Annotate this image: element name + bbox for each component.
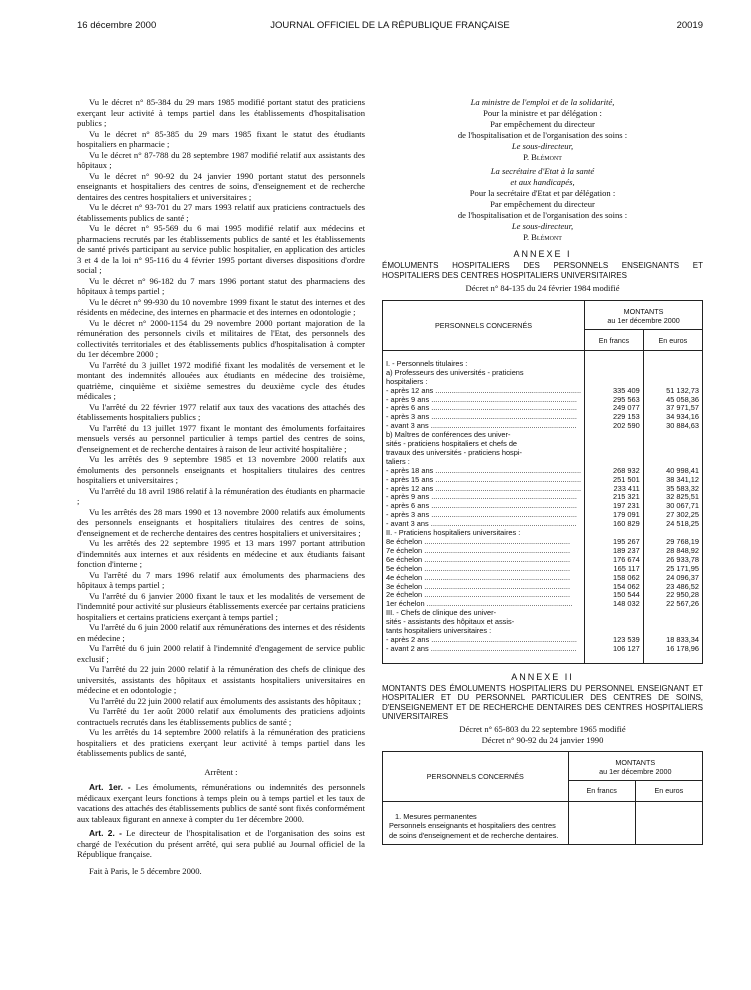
table-row xyxy=(383,422,703,431)
visa-paragraph: Vu l'arrêté du 18 avril 1986 relatif à la rémunération des étudiants en pharmacie ; xyxy=(77,485,365,506)
amount-euros: 22 950,28 xyxy=(643,591,702,600)
table-row xyxy=(383,369,703,378)
table-row xyxy=(383,583,703,592)
amount-francs: 335 409 xyxy=(585,387,644,396)
amount-euros: 38 341,12 xyxy=(643,476,702,485)
row-label: - avant 3 ans ..... xyxy=(386,422,581,431)
row-label: 7e échelon ..... xyxy=(386,547,581,556)
amount-euros: 35 583,32 xyxy=(643,485,702,494)
article-2 xyxy=(77,828,365,860)
table-row xyxy=(383,351,703,360)
amount-euros: 22 567,26 xyxy=(643,600,702,609)
row-label: 8e échelon ..... xyxy=(386,538,581,547)
table-spacer-row xyxy=(383,654,703,663)
annex-1-table-body xyxy=(383,351,703,664)
table-row xyxy=(383,565,703,574)
visa-paragraph: Vu les arrêtés du 14 septembre 2000 relatifs à la rémunération des praticiens hospitaliers et des praticiens exerçant leur activité à temps partiel dans les établissements publics de santé, xyxy=(77,727,365,758)
row-label: 2e échelon ..... xyxy=(386,591,581,600)
table-row xyxy=(383,360,703,369)
minister-title: La ministre de l'emploi et de la solidarité, xyxy=(470,97,615,107)
amount-euros xyxy=(643,440,702,449)
row-label: - après 2 ans ..... xyxy=(386,636,581,645)
row-label-cell xyxy=(383,565,585,574)
amount-euros: 28 848,92 xyxy=(643,547,702,556)
table-row xyxy=(383,396,703,405)
table-row xyxy=(383,467,703,476)
amount-euros: 24 518,25 xyxy=(643,520,702,529)
table-row xyxy=(383,485,703,494)
annex-2-title: MONTANTS DES ÉMOLUMENTS HOSPITALIERS DU PERSONNEL ENSEIGNANT ET HOSPITALIER ET DU PERSONNEL PARTICULIER DES CENTRES DE SOINS, D'ENSEIGNEMENT ET DE RECHERCHE DENTAIRES DES CENTRES HOSPITALIERS UNIVERSITAIRES xyxy=(382,683,703,722)
visa-paragraph: Vu l'arrêté du 6 juin 2000 relatif aux rémunérations des internes et des résidents en médecine ; xyxy=(77,622,365,643)
amount-euros xyxy=(643,618,702,627)
amount-francs xyxy=(585,440,644,449)
amount-euros: 32 825,51 xyxy=(643,493,702,502)
row-label-cell xyxy=(383,476,585,485)
amount-euros: 29 768,19 xyxy=(643,538,702,547)
secretary-title-2: et aux handicapés, xyxy=(510,177,575,187)
annex-2-row-text: Personnels enseignants et hospitaliers des centres de soins d'enseignement et de recherche dentaires. xyxy=(389,821,559,840)
row-label: - après 12 ans ..... xyxy=(386,387,581,396)
table-row xyxy=(383,458,703,467)
table-row xyxy=(383,574,703,583)
row-label-cell xyxy=(383,609,585,618)
row-label-cell xyxy=(383,485,585,494)
row-label-cell xyxy=(383,618,585,627)
visa-paragraph: Vu l'arrêté du 7 mars 1996 relatif aux émoluments des pharmaciens des hôpitaux à temps partiel ; xyxy=(77,569,365,590)
annex-1-decree: Décret n° 84-135 du 24 février 1984 modifié xyxy=(465,283,620,293)
annex-2-table xyxy=(382,751,703,846)
row-label: - après 6 ans ..... xyxy=(386,502,581,511)
row-label-cell xyxy=(383,431,585,440)
amount-euros: 30 884,63 xyxy=(643,422,702,431)
visa-paragraph: Vu les arrêtés des 22 septembre 1995 et 13 mars 1997 portant attribution d'indemnités aux internes et aux résidents en médecine et aux étudiants faisant fonction d'interne ; xyxy=(77,538,365,569)
row-label: - après 3 ans ..... xyxy=(386,511,581,520)
amount-euros: 25 171,95 xyxy=(643,565,702,574)
row-label: tants hospitaliers universitaires : xyxy=(386,627,492,636)
row-label-cell xyxy=(383,502,585,511)
row-label-cell xyxy=(383,520,585,529)
amount-euros xyxy=(643,449,702,458)
visa-paragraph: Vu le décret n° 93-701 du 27 mars 1993 relatif aux praticiens contractuels des établissements publics de santé ; xyxy=(77,202,365,223)
amount-francs xyxy=(585,618,644,627)
amount-francs: 197 231 xyxy=(585,502,644,511)
row-label: sités - assistants des hôpitaux et assis- xyxy=(386,618,515,627)
row-label: - avant 3 ans ..... xyxy=(386,520,581,529)
amount-francs: 148 032 xyxy=(585,600,644,609)
impediment-line: Par empêchement du directeur xyxy=(490,119,595,129)
amount-francs: 229 153 xyxy=(585,413,644,422)
amount-francs xyxy=(585,369,644,378)
amount-francs: 106 127 xyxy=(585,645,644,654)
annex-2-heading: ANNEXE II xyxy=(511,671,574,682)
signatory-name-2: P. Blémont xyxy=(523,232,562,242)
director-line-2: de l'hospitalisation et de l'organisation des soins : xyxy=(457,210,628,220)
table-row xyxy=(383,556,703,565)
amount-francs xyxy=(585,360,644,369)
montants-date: au 1er décembre 2000 xyxy=(607,316,680,325)
row-label: a) Professeurs des universités - praticiens xyxy=(386,368,524,377)
row-label-cell xyxy=(383,538,585,547)
delegation-line-2: Pour la secrétaire d'Etat et par délégation : xyxy=(469,188,616,198)
amount-francs: 123 539 xyxy=(585,636,644,645)
table-row xyxy=(383,801,703,845)
montants-label: MONTANTS xyxy=(623,307,664,316)
signature-block xyxy=(382,97,703,243)
amount-euros: 37 971,57 xyxy=(643,404,702,413)
table-row xyxy=(383,609,703,618)
delegation-line: Pour la ministre et par délégation : xyxy=(483,108,602,118)
table-row xyxy=(383,413,703,422)
table-row xyxy=(383,600,703,609)
table-row xyxy=(383,520,703,529)
amount-francs: 165 117 xyxy=(585,565,644,574)
amount-francs: 158 062 xyxy=(585,574,644,583)
amount-euros xyxy=(643,609,702,618)
table-row xyxy=(383,618,703,627)
column-header-euros: En euros xyxy=(643,330,702,351)
amount-euros: 40 998,41 xyxy=(643,467,702,476)
visa-paragraph: Vu l'arrêté du 3 juillet 1972 modifié fixant les modalités de versement et le montant des indemnités allouées aux étudiants en médecine des troisième, quatrième, cinquième et sixième semestres du deuxième cycle des études médicales ; xyxy=(77,359,365,401)
amount-euros: 24 096,37 xyxy=(643,574,702,583)
column-header-montants xyxy=(585,301,703,330)
row-label-cell xyxy=(383,556,585,565)
secretary-title: La secrétaire d'Etat à la santé xyxy=(490,166,595,176)
montants-label-2: MONTANTS xyxy=(615,757,656,767)
table-row xyxy=(383,378,703,387)
table-row xyxy=(383,493,703,502)
row-label: travaux des universités - praticiens hospi- xyxy=(386,448,522,457)
row-label-cell xyxy=(383,493,585,502)
row-label-cell xyxy=(383,547,585,556)
amount-francs xyxy=(585,609,644,618)
right-column xyxy=(382,97,703,845)
amount-francs: 295 563 xyxy=(585,396,644,405)
deputy-title: Le sous-directeur, xyxy=(511,141,574,151)
visa-paragraph: Vu le décret n° 87-788 du 28 septembre 1987 modifié relatif aux assistants des hôpitaux ; xyxy=(77,149,365,170)
row-label: II. - Praticiens hospitaliers universitaires : xyxy=(386,529,521,538)
issue-date: 16 décembre 2000 xyxy=(77,20,157,31)
article-2-text: Le directeur de l'hospitalisation et de l'organisation des soins est chargé de l'exécution du présent arrêté, qui sera publié au Journal officiel de la République française. xyxy=(77,828,365,859)
column-header-personnel-2: PERSONNELS CONCERNÉS xyxy=(383,751,569,801)
row-label: - après 9 ans ..... xyxy=(386,396,581,405)
row-label: - après 9 ans ..... xyxy=(386,493,581,502)
row-label: 1er échelon ..... xyxy=(386,600,581,609)
annex-1-title: ÉMOLUMENTS HOSPITALIERS DES PERSONNELS ENSEIGNANTS ET HOSPITALIERS DES CENTRES HOSPITALIERS UNIVERSITAIRES xyxy=(382,261,703,280)
table-row xyxy=(383,404,703,413)
article-1 xyxy=(77,782,365,824)
row-label: 4e échelon ..... xyxy=(386,574,581,583)
row-label-cell xyxy=(383,467,585,476)
amount-euros: 26 933,78 xyxy=(643,556,702,565)
row-label: taliers : xyxy=(386,457,410,466)
amount-euros: 18 833,34 xyxy=(643,636,702,645)
row-label: - après 15 ans ..... xyxy=(386,476,581,485)
journal-title: JOURNAL OFFICIEL DE LA RÉPUBLIQUE FRANÇAISE xyxy=(270,20,510,31)
amount-euros: 16 178,96 xyxy=(643,645,702,654)
amount-euros: 30 067,71 xyxy=(643,502,702,511)
row-label: III. - Chefs de clinique des univer- xyxy=(386,609,497,618)
visa-paragraph: Vu les arrêtés des 9 septembre 1985 et 13 novembre 2000 relatifs aux émoluments des personnels enseignants et hospitaliers titulaires des centres hospitaliers et universitaires ; xyxy=(77,454,365,485)
table-row xyxy=(383,440,703,449)
row-label-cell xyxy=(383,387,585,396)
amount-euros: 51 132,73 xyxy=(643,387,702,396)
visa-paragraph: Vu l'arrêté du 6 juin 2000 relatif à l'indemnité d'engagement de service public exclusif ; xyxy=(77,643,365,664)
row-label-cell xyxy=(383,413,585,422)
row-label-cell xyxy=(383,636,585,645)
amount-francs: 202 590 xyxy=(585,422,644,431)
amount-francs: 179 091 xyxy=(585,511,644,520)
amount-euros xyxy=(643,431,702,440)
row-label-cell xyxy=(383,511,585,520)
amount-francs: 154 062 xyxy=(585,583,644,592)
visa-paragraph: Vu les arrêtés des 28 mars 1990 et 13 novembre 2000 relatifs aux émoluments des personnels enseignants et hospitaliers titulaires des centres de soins, d'enseignement et de recherche dentaires des centres hospitaliers et universitaires ; xyxy=(77,506,365,538)
amount-francs: 176 674 xyxy=(585,556,644,565)
row-label-cell xyxy=(383,627,585,636)
amount-euros xyxy=(643,369,702,378)
page-number: 20019 xyxy=(676,20,703,31)
row-label-cell xyxy=(383,360,585,369)
row-label: - après 12 ans ..... xyxy=(386,485,581,494)
row-label: - avant 2 ans ..... xyxy=(386,645,581,654)
article-1-text: Les émoluments, rémunérations ou indemnités des personnels médicaux exerçant leurs fonctions à temps plein ou à temps partiel et les taux de vacations des attachés des établissements publics de santé sont fixés conformément aux tableaux figurant en annexe à compter du 1er décembre 2000. xyxy=(77,782,365,824)
row-label-cell xyxy=(383,591,585,600)
annex-2-decree-1: Décret n° 65-803 du 22 septembre 1965 modifié xyxy=(459,723,626,734)
left-column xyxy=(77,97,365,876)
signatory-name: P. Blémont xyxy=(523,152,562,162)
visa-paragraph: Vu le décret n° 85-385 du 29 mars 1985 fixant le statut des étudiants hospitaliers en pharmacie ; xyxy=(77,128,365,149)
column-header-montants-2 xyxy=(568,751,702,780)
row-label-cell xyxy=(383,396,585,405)
article-1-label: Art. 1er. - xyxy=(89,782,131,792)
visa-paragraph: Vu l'arrêté du 13 juillet 1977 fixant le montant des émoluments forfaitaires mensuels versés au personnel particulier à temps partiel des centres de soins, d'enseignement et de recherche dentaires à raison de leur activité hospitalière ; xyxy=(77,422,365,454)
table-row xyxy=(383,547,703,556)
signing-place-date: Fait à Paris, le 5 décembre 2000. xyxy=(89,865,202,876)
visa-paragraph: Vu le décret n° 95-569 du 6 mai 1995 modifié relatif aux médecins et pharmaciens recrutés par les établissements publics de santé et les établissements de santé privés participant au service public hospitalier, en application des articles 3 et 4 de la loi n° 95-116 du 4 février 1995 portant diverses dispositions d'ordre social ; xyxy=(77,223,365,275)
visa-paragraph: Vu l'arrêté du 22 juin 2000 relatif à la rémunération des chefs de clinique des universités, assistants des hôpitaux et assistants hospitaliers universitaires en médecine et en odontologie ; xyxy=(77,664,365,695)
row-label: 3e échelon ..... xyxy=(386,583,581,592)
row-label-cell xyxy=(383,369,585,378)
visa-paragraph: Vu le décret n° 96-182 du 7 mars 1996 portant statut des pharmaciens des hôpitaux à temps partiel ; xyxy=(77,275,365,296)
amount-francs: 150 544 xyxy=(585,591,644,600)
visa-list xyxy=(77,97,365,759)
amount-francs: 268 932 xyxy=(585,467,644,476)
director-line: de l'hospitalisation et de l'organisation des soins : xyxy=(457,130,628,140)
column-header-personnel: PERSONNELS CONCERNÉS xyxy=(383,301,585,351)
row-label-cell xyxy=(383,458,585,467)
amount-francs: 233 411 xyxy=(585,485,644,494)
impediment-line-2: Par empêchement du directeur xyxy=(490,199,595,209)
column-header-euros-2: En euros xyxy=(635,780,702,801)
table-row xyxy=(383,431,703,440)
table-row xyxy=(383,476,703,485)
row-label: hospitaliers : xyxy=(386,377,428,386)
row-label: b) Maîtres de conférences des univer- xyxy=(386,431,511,440)
amount-francs: 160 829 xyxy=(585,520,644,529)
amount-francs: 251 501 xyxy=(585,476,644,485)
row-label-cell xyxy=(383,583,585,592)
amount-euros: 27 302,25 xyxy=(643,511,702,520)
amount-euros: 45 058,36 xyxy=(643,396,702,405)
row-label: - après 18 ans ..... xyxy=(386,467,581,476)
amount-francs xyxy=(585,431,644,440)
visa-paragraph: Vu l'arrêté du 6 janvier 2000 fixant le taux et les modalités de versement de l'indemnité pour activité sur plusieurs établissements exercée par certains praticiens hospitaliers et certains praticiens exerçant à temps partiel ; xyxy=(77,590,365,622)
table-row xyxy=(383,645,703,654)
amount-francs: 215 321 xyxy=(585,493,644,502)
visa-paragraph: Vu l'arrêté du 22 février 1977 relatif aux taux des vacations des attachés des établissements hospitaliers publics ; xyxy=(77,401,365,422)
row-label-cell xyxy=(383,529,585,538)
column-header-francs: En francs xyxy=(585,330,644,351)
table-row xyxy=(383,636,703,645)
row-label-cell xyxy=(383,378,585,387)
montants-date-2: au 1er décembre 2000 xyxy=(599,766,672,776)
visa-paragraph: Vu le décret n° 90-92 du 24 janvier 1990 portant statut des personnels enseignants et hospitaliers des centres de soins, d'enseignement et de recherche dentaires des centres hospitaliers et universitaires ; xyxy=(77,170,365,202)
amount-francs xyxy=(585,449,644,458)
deputy-title-2: Le sous-directeur, xyxy=(511,221,574,231)
row-label: 5e échelon ..... xyxy=(386,565,581,574)
row-label-cell xyxy=(383,422,585,431)
row-label-cell xyxy=(383,600,585,609)
visa-paragraph: Vu le décret n° 2000-1154 du 29 novembre 2000 portant majoration de la rémunération des personnels civils et militaires de l'Etat, des personnels des collectivités territoriales et des établissements publics d'hospitalisation à compter du 1er décembre 2000 ; xyxy=(77,317,365,359)
table-row xyxy=(383,511,703,520)
article-2-label: Art. 2. - xyxy=(89,828,122,838)
row-label-cell xyxy=(383,645,585,654)
annex-1-table xyxy=(382,300,703,664)
row-label-cell xyxy=(383,351,585,360)
amount-euros xyxy=(643,351,702,360)
amount-francs: 189 237 xyxy=(585,547,644,556)
table-row xyxy=(383,529,703,538)
annex-2-row-title: 1. Mesures permanentes xyxy=(395,811,477,821)
amount-euros: 34 934,16 xyxy=(643,413,702,422)
table-row xyxy=(383,449,703,458)
row-label: 6e échelon ..... xyxy=(386,556,581,565)
row-label: - après 3 ans ..... xyxy=(386,413,581,422)
table-row xyxy=(383,538,703,547)
arrete-heading: Arrêtent : xyxy=(204,766,238,777)
row-label-cell xyxy=(383,404,585,413)
visa-paragraph: Vu l'arrêté du 1er août 2000 relatif aux émoluments des praticiens adjoints contractuels recrutés dans les établissements publics de santé ; xyxy=(77,706,365,727)
visa-paragraph: Vu l'arrêté du 22 juin 2000 relatif aux émoluments des assistants des hôpitaux ; xyxy=(89,695,361,706)
annex-1-heading: ANNEXE I xyxy=(513,249,572,259)
amount-euros xyxy=(643,360,702,369)
amount-euros: 23 486,52 xyxy=(643,583,702,592)
row-label-cell xyxy=(383,449,585,458)
row-label: - après 6 ans ..... xyxy=(386,404,581,413)
row-label: I. - Personnels titulaires : xyxy=(386,359,468,368)
annex-2-decree-2: Décret n° 90-92 du 24 janvier 1990 xyxy=(481,734,604,745)
table-row xyxy=(383,502,703,511)
row-label: sités - praticiens hospitaliers et chefs de xyxy=(386,440,518,449)
table-row xyxy=(383,591,703,600)
amount-francs: 249 077 xyxy=(585,404,644,413)
amount-francs xyxy=(585,351,644,360)
visa-paragraph: Vu le décret n° 85-384 du 29 mars 1985 modifié portant statut des praticiens exerçant leur activité à temps partiel dans les établissements d'hospitalisation publics ; xyxy=(77,97,365,128)
visa-paragraph: Vu le décret n° 99-930 du 10 novembre 1999 fixant le statut des internes et des résidents en médecine, des internes en pharmacie et des internes en odontologie ; xyxy=(77,296,365,317)
amount-francs: 195 267 xyxy=(585,538,644,547)
column-header-francs-2: En francs xyxy=(568,780,635,801)
page-header xyxy=(77,20,703,34)
table-row xyxy=(383,627,703,636)
table-row xyxy=(383,387,703,396)
row-label-cell xyxy=(383,574,585,583)
row-label-cell xyxy=(383,440,585,449)
